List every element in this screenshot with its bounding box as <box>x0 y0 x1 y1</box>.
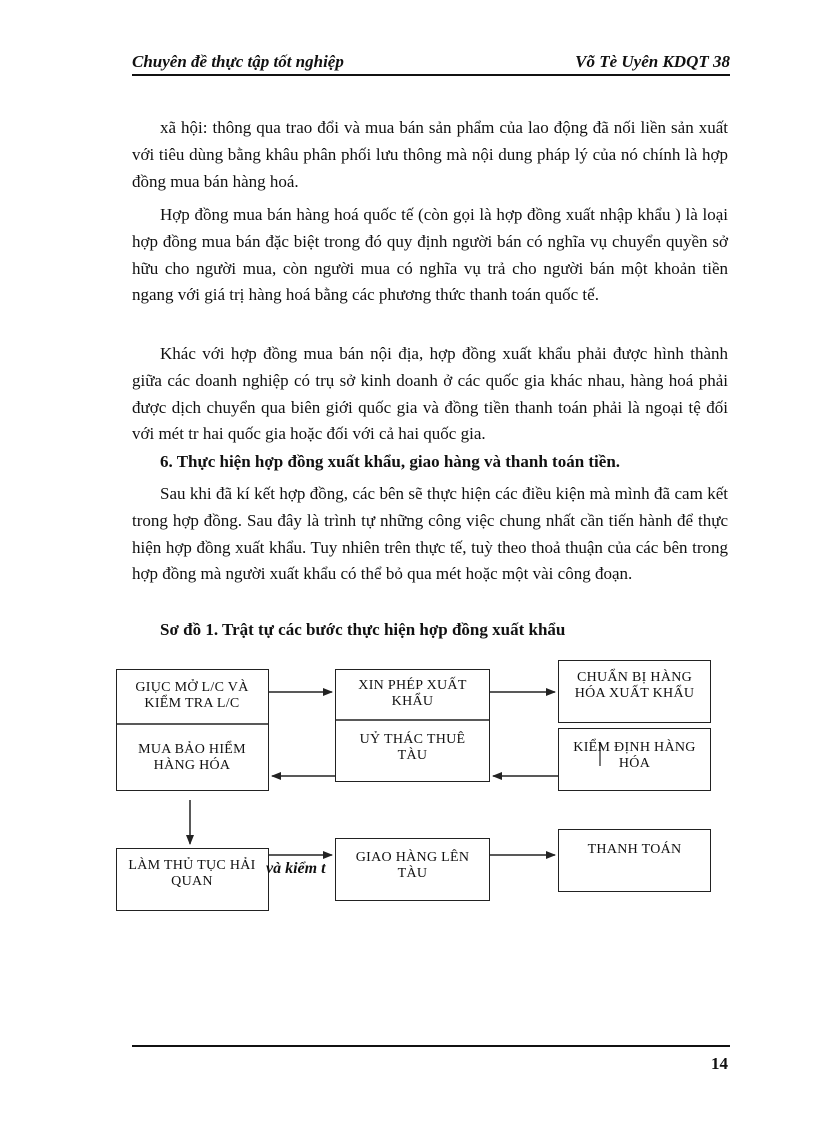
label-insurance: MUA BẢO HIỂM HÀNG HÓA <box>138 742 246 773</box>
hidden-text-fragment: và kiểm t <box>266 860 326 877</box>
header-author: Võ Tè Uyên KDQT 38 <box>575 52 730 71</box>
footer-rule <box>132 1045 730 1047</box>
paragraph-1: xã hội: thông qua trao đổi và mua bán sản phẩm của lao động đã nối liền sản xuất với tiêu dùng bằng khâu phân phối lưu thông mà nội dung pháp lý của nó chính là hợp đồng mua bán hàng hoá. <box>132 118 728 191</box>
header-rule <box>132 74 730 76</box>
label-lc: GIỤC MỞ L/C VÀ KIỂM TRA L/C <box>135 680 249 711</box>
diagram-title: Sơ đồ 1. Trật tự các bước thực hiện hợp đồng xuất khẩu <box>160 620 566 639</box>
box-payment <box>558 829 711 892</box>
label-prepare-goods: CHUẨN BỊ HÀNG HÓA XUẤT KHẨU <box>574 670 695 701</box>
paragraph-3: Khác với hợp đồng mua bán nội địa, hợp đồng xuất khẩu phải được hình thành giữa các doanh nghiệp có trụ sở kinh doanh ở các quốc gia khác nhau, hàng hoá phải được dịch chuyển qua biên giới quốc gia và đồng tiền thanh toán phải là ngoại tệ đối với mét tr hai quốc gia hoặc đối với cả hai quốc gia. <box>132 344 728 444</box>
label-loading: GIAO HÀNG LÊN TÀU <box>355 850 470 881</box>
section-heading: 6. Thực hiện hợp đồng xuất khẩu, giao hàng và thanh toán tiền. <box>160 452 621 471</box>
label-charter: UỶ THÁC THUÊ TÀU <box>359 732 466 763</box>
label-inspection: KIỂM ĐỊNH HÀNG HÓA <box>573 740 696 771</box>
page-number: 14 <box>711 1054 728 1073</box>
page-header <box>132 50 730 76</box>
paragraph-2: Hợp đồng mua bán hàng hoá quốc tế (còn gọi là hợp đồng xuất nhập khẩu ) là loại hợp đồng mua bán đặc biệt trong đó quy định người bán có nghĩa vụ chuyển quyền sở hữu cho người mua, còn người mua có nghĩa vụ trả cho người bán một khoản tiền ngang với giá trị hàng hoá bằng các phương thức thanh toán quốc tế. <box>132 205 728 305</box>
label-payment: THANH TOÁN <box>587 842 682 857</box>
header-title: Chuyên đề thực tập tốt nghiệp <box>132 52 344 71</box>
label-permit: XIN PHÉP XUẤT KHẨU <box>358 678 467 709</box>
label-customs: LÀM THỦ TỤC HẢI QUAN <box>128 858 256 889</box>
section-paragraph: Sau khi đã kí kết hợp đồng, các bên sẽ thực hiện các điều kiện mà mình đã cam kết trong hợp đồng. Sau đây là trình tự những công việc chung nhất cần tiến hành để thực hiện hợp đồng xuất khẩu. Tuy nhiên trên thực tế, tuỳ theo thoả thuận của các bên trong hợp đồng mà người xuất khẩu có thể bỏ qua mét hoặc một vài công đoạn. <box>132 484 728 584</box>
